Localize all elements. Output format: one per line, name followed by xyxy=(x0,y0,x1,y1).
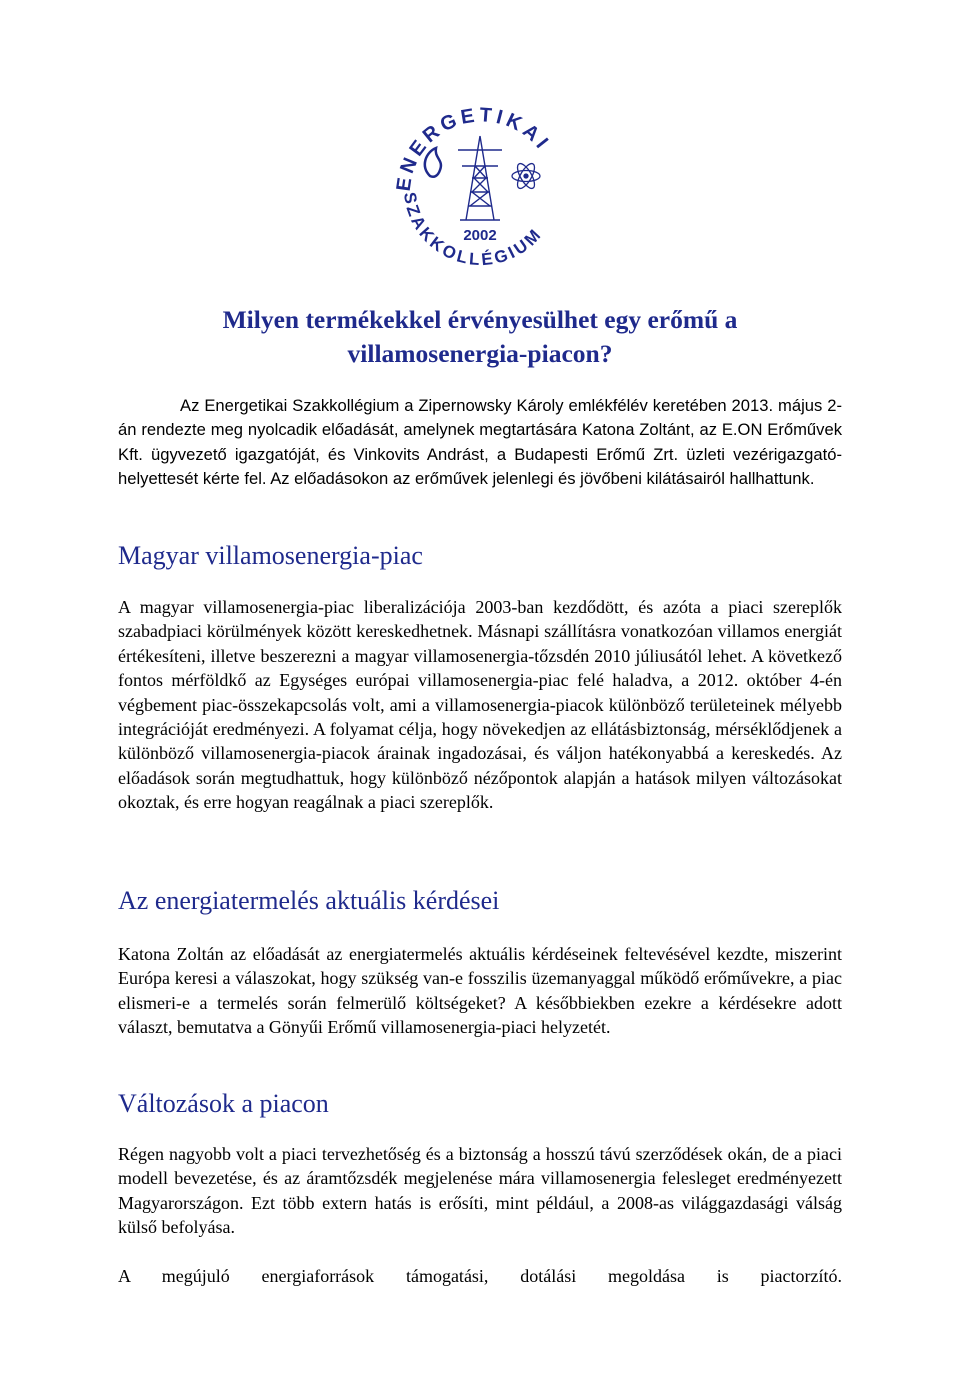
logo-year: 2002 xyxy=(463,227,497,244)
energetikai-szakkollegium-logo xyxy=(380,78,580,278)
intro-text: Az Energetikai Szakkollégium a Zipernowsky Károly emlékfélév keretében 2013. május 2-án rendezte meg nyolcadik előadását, amelynek megtartására Katona Zoltánt, az E.ON Erőművek Kft. ügyvezető igazgatóját, és Vinkovits Andrást, a Budapesti Erőmű Zrt. üzleti vezérigazgató-helyettesét kérte fel. Az előadásokon az erőművek jelenlegi és jövőbeni kilátásairól hallhattunk. xyxy=(118,396,842,489)
section-heading-energy-issues: Az energiatermelés aktuális kérdései xyxy=(118,886,500,915)
logo-text-bottom: SZAKKOLLÉGIUM xyxy=(399,190,547,270)
pylon-icon xyxy=(458,136,502,220)
logo-text-top: ENERGETIKAI xyxy=(392,104,555,193)
intro-paragraph xyxy=(118,394,842,492)
section-paragraph-market-changes: Régen nagyobb volt a piaci tervezhetőség és a biztonság a hosszú távú szerződések okán, de a piaci modell bevezetése, és az áramtőzsdék megjelenése mára villamosenergia felesleget eredményezett Magyarországon. Ezt több extern hatás is erősíti, mint például, a 2008-as világgazdasági válság külső befolyása. xyxy=(118,1144,842,1238)
page-title: Milyen termékekkel érvényesülhet egy erőmű a villamosenergia-piacon? xyxy=(222,305,738,368)
section-heading-market-changes: Változások a piacon xyxy=(118,1089,329,1118)
section-paragraph-renewables: A megújuló energiaforrások támogatási, dotálási megoldása is piactorzító. xyxy=(118,1266,842,1286)
section-paragraph-energy-issues: Katona Zoltán az előadását az energiatermelés aktuális kérdéseinek feltevésével kezdte, miszerint Európa keresi a válaszokat, hogy szükség van-e fosszilis üzemanyaggal működő erőművekre, a piac elismeri-e a termelés során felmerülő költségeket? A későbbiekben ezekre a kérdésekre adott választ, bemutatva a Gönyűi Erőmű villamosenergia-piaci helyzetét. xyxy=(118,944,842,1038)
section-paragraph-market: A magyar villamosenergia-piac liberalizációja 2003-ban kezdődött, és azóta a piaci szereplők szabadpiaci körülmények között kereskedhetnek. Másnapi szállításra vonatkozóan villamos energiát értékesíteni, illetve beszerezni a magyar villamosenergia-tőzsdén 2010 júliusától lehet. A következő fontos mérföldkő az Egységes európai villamosenergia-piac felé haladva, a 2012. október 4-én végbement piac-összekapcsolás volt, ami a villamosenergia-piacok különböző területeinek mélyebb integrációját eredményezi. A folyamat célja, hogy növekedjen az ellátásbiztonság, mérséklődjenek a különböző villamosenergia-piacok árainak ingadozásai, és váljon hatékonyabbá a kereskedés. Az előadások során megtudhattuk, hogy különböző nézőpontok alapján a hatások milyen változásokat okoztak, és erre hogyan reagálnak a piaci szereplők. xyxy=(118,597,842,813)
atom-icon xyxy=(512,161,540,191)
section-heading-market: Magyar villamosenergia-piac xyxy=(118,541,423,570)
